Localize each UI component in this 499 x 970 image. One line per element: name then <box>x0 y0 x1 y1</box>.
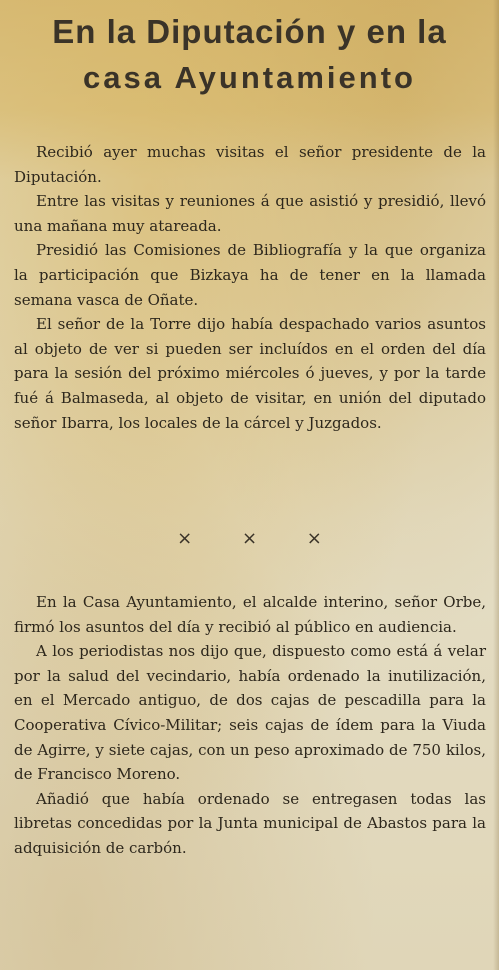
paragraph: El señor de la Torre dijo había despachado varios asuntos al objeto de ver si pueden ser incluídos en el orden del día para la sesión del próximo miércoles ó jueves, y por la tarde fué á Balmaseda, al objeto de visitar, en unión del diputado señor Ibarra, los locales de la cárcel y Juzgados. <box>14 315 486 432</box>
ayuntamiento-section <box>14 590 486 861</box>
separator-mark: × <box>177 528 193 549</box>
headline-line-2: casa Ayuntamiento <box>83 60 416 95</box>
separator-mark: × <box>241 528 258 549</box>
paragraph: Presidió las Comisiones de Bibliografía y la que organiza la participación que Bizkaya ha de tener en la llamada semana vasca de Oñate. <box>14 241 486 309</box>
paragraph: A los periodistas nos dijo que, dispuesto como está á velar por la salud del vecindario, había ordenado la inutilización, en el Mercado antiguo, de dos cajas de pescadilla para la Cooperativa Cívico-Militar; seis cajas de ídem para la Viuda de Agirre, y siete cajas, con un peso aproximado de 750 kilos, de Francisco Moreno. <box>14 642 486 784</box>
page-edge-shadow <box>493 0 499 970</box>
paragraph: En la Casa Ayuntamiento, el alcalde interino, señor Orbe, firmó los asuntos del día y recibió al público en audiencia. <box>14 593 486 636</box>
paragraph: Entre las visitas y reuniones á que asistió y presidió, llevó una mañana muy atareada. <box>14 192 486 235</box>
paragraph: Recibió ayer muchas visitas el señor presidente de la Diputación. <box>14 143 486 186</box>
headline-line-1: En la Diputación y en la <box>52 13 447 50</box>
diputacion-section <box>14 140 486 435</box>
section-separator <box>0 528 499 549</box>
separator-mark: × <box>306 528 322 549</box>
paragraph: Añadió que había ordenado se entregasen todas las libretas concedidas por la Junta municipal de Abastos para la adquisición de carbón. <box>14 789 486 857</box>
